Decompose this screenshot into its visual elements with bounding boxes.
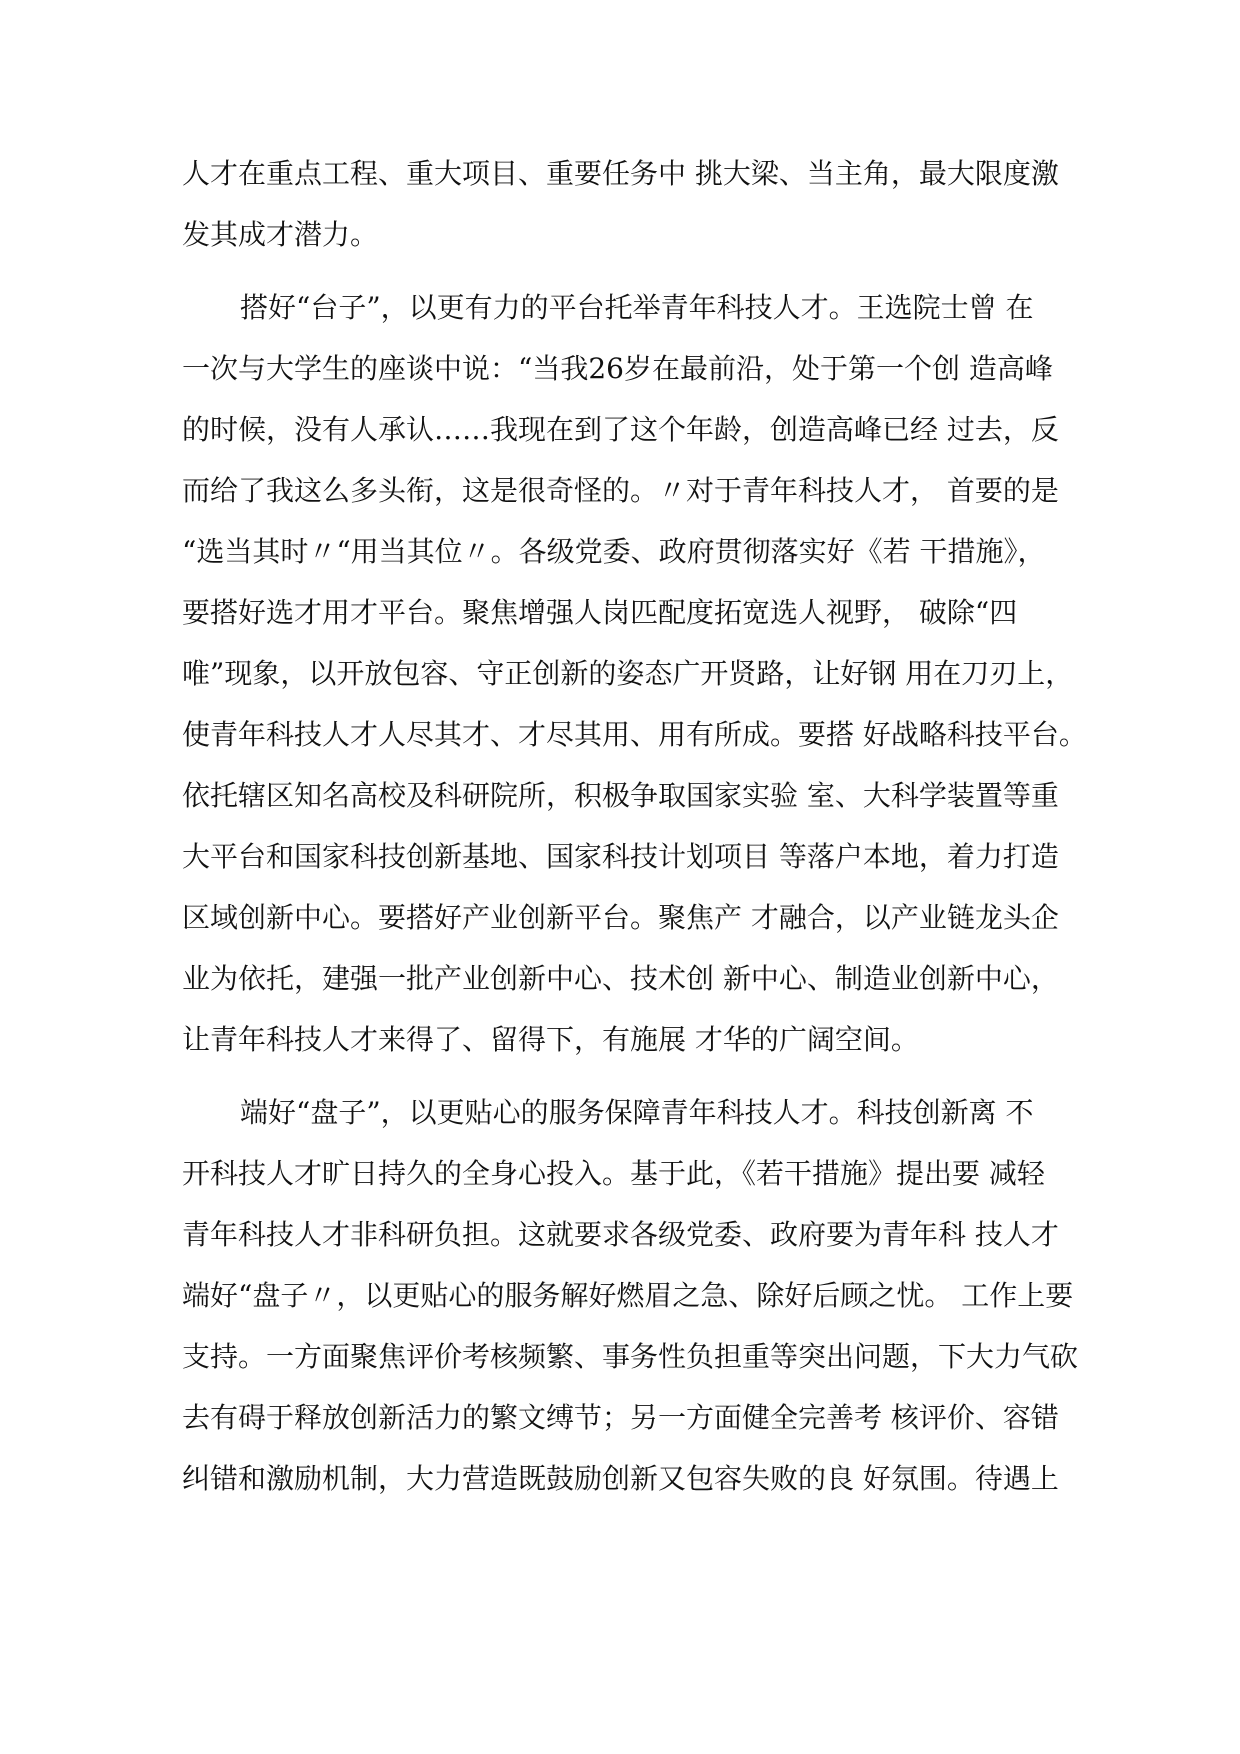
text-line: “选当其时〃“用当其位〃。各级党委、政府贯彻落实好《若 干措施》， [182, 535, 1046, 568]
text-line: 青年科技人才非科研负担。这就要求各级党委、政府要为青年科 技人才 [182, 1218, 1059, 1251]
text-line: 支持。一方面聚焦评价考核频繁、事务性负担重等突出问题，下大力气砍 [182, 1340, 1079, 1373]
text-line: 而给了我这么多头衔，这是很奇怪的。〃对于青年科技人才， 首要的是 [182, 474, 1059, 507]
text-line: 人才在重点工程、重大项目、重要任务中 挑大梁、当主角，最大限度激 [182, 157, 1059, 190]
text-line: 大平台和国家科技创新基地、国家科技计划项目 等落户本地，着力打造 [182, 840, 1059, 873]
text-line: 业为依托，建强一批产业创新中心、技术创 新中心、制造业创新中心， [182, 962, 1059, 995]
text-line: 纠错和激励机制，大力营造既鼓励创新又包容失败的良 好氛围。待遇上 [182, 1462, 1059, 1495]
text-line: 开科技人才旷日持久的全身心投入。基于此，《若干措施》提出要 减轻 [182, 1157, 1045, 1190]
text-line: 去有碍于释放创新活力的繁文缚节；另一方面健全完善考 核评价、容错 [182, 1401, 1059, 1434]
text-line: 端好“盘子〃，以更贴心的服务解好燃眉之急、除好后顾之忧。 工作上要 [182, 1279, 1074, 1312]
paragraph-start-line: 端好“盘子”，以更贴心的服务保障青年科技人才。科技创新离 不 [240, 1096, 1034, 1129]
paragraph-start-line: 搭好“台子”，以更有力的平台托举青年科技人才。王选院士曾 在 [240, 291, 1034, 324]
body-text [182, 156, 1087, 1522]
text-line: 发其成才潜力。 [182, 218, 379, 251]
text-line: 区域创新中心。要搭好产业创新平台。聚焦产 才融合，以产业链龙头企 [182, 901, 1059, 934]
text-line: 使青年科技人才人尽其才、才尽其用、用有所成。要搭 好战略科技平台。 [182, 718, 1087, 751]
text-line: 依托辖区知名高校及科研院所，积极争取国家实验 室、大科学装置等重 [182, 779, 1059, 812]
text-line: 让青年科技人才来得了、留得下，有施展 才华的广阔空间。 [182, 1023, 919, 1056]
text-line: 要搭好选才用才平台。聚焦增强人岗匹配度拓宽选人视野， 破除“四 [182, 596, 1018, 629]
text-line: 一次与大学生的座谈中说：“当我26岁在最前沿，处于第一个创 造高峰 [182, 352, 1053, 385]
text-line: 唯”现象，以开放包容、守正创新的姿态广开贤路，让好钢 用在刀刃上， [182, 657, 1074, 690]
text-line: 的时候，没有人承认……我现在到了这个年龄，创造高峰已经 过去，反 [182, 413, 1059, 446]
